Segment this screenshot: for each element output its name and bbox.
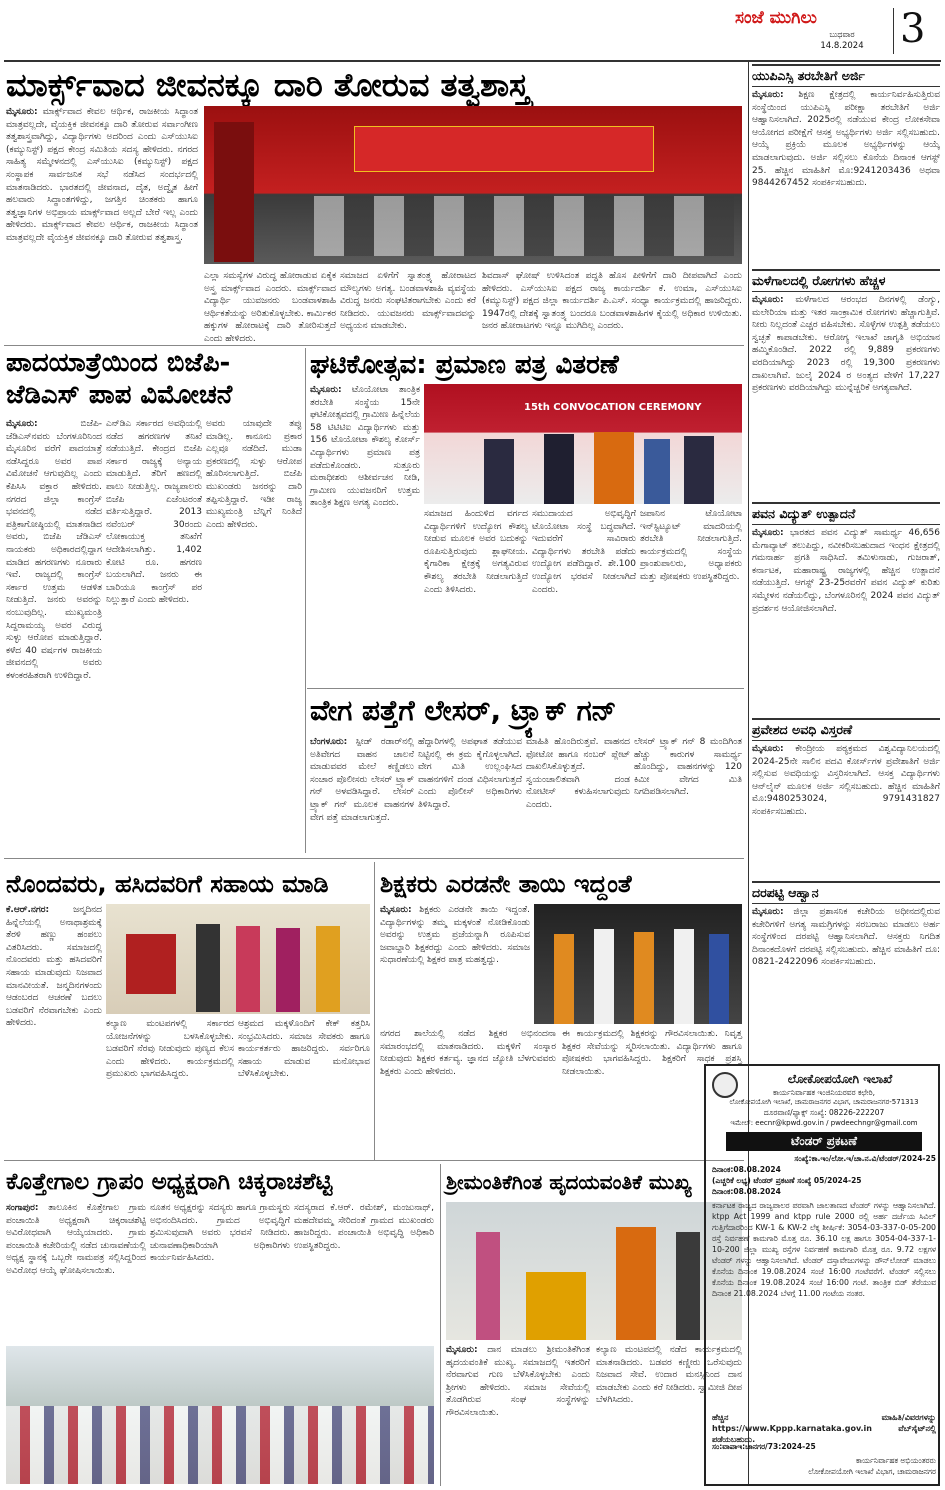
headline-teachers: ಶಿಕ್ಷಕರು ಎರಡನೇ ತಾಯಿ ಇದ್ದಂತೆ [380, 870, 632, 898]
laser-body-1: ಸ್ಪೀಡ್ ರಡಾರ್‌ನಲ್ಲಿ ಅತಿವೇಗದ ವಾಹನ ಚಾಲನೆ ಮಾಡುವವರ ಮೇಲೆ ಕಣ್ಣಿಡಲು ಸಂಚಾರ ಪೊಲೀಸರು ಲೇಸರ್ ಟ್ರ್ಯಾಕ್ ಗನ್ ಅಳವಡಿಸಿದ್ದಾರೆ. ಲೇಸರ್ ಟ್ರ್ಯಾಕ್ ಗನ್ ಮೂಲಕ ವಾಹನಗಳ ವೇಗ ಪತ್ತೆ ಮಾಡಲಾಗುತ್ತದೆ. [310, 737, 414, 823]
srimanthike-col2: ಕಲ್ಯಾಣ ಮಂಟಪದಲ್ಲಿ ನಡೆದ ಕಾರ್ಯಕ್ರಮದಲ್ಲಿ ಮಾತನಾಡಿದರು. ಬಡವರ ಕಣ್ಣೀರು ಒರೆಸುವುದು ನಿಜವಾದ ಸೇವೆ. ಉದಾರ ಮನಸ್ಸಿನಿಂದ ದಾನ ಮಾಡಬೇಕು ಎಂದು ಕರೆ ನೀಡಿದರು. ಸ್ವಾಮೀಜಿ ದೀಪ ಬೆಳಗಿಸಿದರು. [596, 1345, 742, 1406]
laser-dateline: ಬೆಂಗಳೂರು: [310, 737, 348, 747]
tender-phone: ದೂರವಾಣಿ/ಫ್ಯಾಕ್ಸ್ ಸಂಖ್ಯೆ: 08226-222207 [763, 1108, 885, 1117]
convocation-body-1: ಟೊಯೋಟಾ ತಾಂತ್ರಿಕ ತರಬೇತಿ ಸಂಸ್ಥೆಯ 15ನೇ ಘಟಿಕೋತ್ಸವದಲ್ಲಿ ಗ್ರಾಮೀಣ ಹಿನ್ನೆಲೆಯ 58 ಟಿಟಿಟಿಐ ವಿದ್ಯಾರ್ಥಿಗಳು ಮತ್ತು 156 ಟೊಯೋಟಾ ಕೌಶಲ್ಯ ಕೋರ್ಸ್ ವಿದ್ಯಾರ್ಥಿಗಳು ಪ್ರಮಾಣ ಪತ್ರ ಪಡೆದುಕೊಂಡರು. ಸುತ್ತೂರು ಮಠಾಧೀಶರು ಆಶೀರ್ವಚನ ನೀಡಿ, ಗ್ರಾಮೀಣ ಯುವಜನರಿಗೆ ಉತ್ತಮ ತಾಂತ್ರಿಕ ಶಿಕ್ಷಣ ಅಗತ್ಯ ಎಂದರು. [310, 385, 420, 509]
tender-ref2-date: ದಿನಾಂಕ:08.08.2024 [712, 1187, 781, 1196]
tender-ref1-date: ದಿನಾಂಕ:08.08.2024 [712, 1165, 781, 1174]
diseases-body: ಮಳೆಗಾಲದ ಆರಂಭದ ದಿನಗಳಲ್ಲಿ ಡೆಂಗ್ಯು, ಮಲೇರಿಯಾ ಮತ್ತು ಇತರ ಸಾಂಕ್ರಾಮಿಕ ರೋಗಗಳು ಹೆಚ್ಚಾಗುತ್ತಿವೆ. ನೀರು ನಿಲ್ಲದಂತೆ ಎಚ್ಚರ ವಹಿಸಬೇಕು. ಸೊಳ್ಳೆಗಳ ಉತ್ಪತ್ತಿ ತಡೆಯಲು ಸ್ವಚ್ಛತೆ ಕಾಪಾಡಬೇಕು. ಆರೋಗ್ಯ ಇಲಾಖೆ ಜಾಗೃತಿ ಅಭಿಯಾನ ಹಮ್ಮಿಕೊಂಡಿದೆ. 2022 ರಲ್ಲಿ 9,889 ಪ್ರಕರಣಗಳು ವರದಿಯಾಗಿದ್ದು 2023 ರಲ್ಲಿ 19,300 ಪ್ರಕರಣಗಳು ದಾಖಲಾಗಿವೆ. ಜುಲೈ 2024 ರ ಅಂತ್ಯದ ವೇಳೆಗೆ 17,227 ಪ್ರಕರಣಗಳು ವರದಿಯಾಗಿದ್ದು ಮುನ್ನೆಚ್ಚರಿಕೆ ಅಗತ್ಯವಾಗಿದೆ. [752, 295, 940, 394]
headline-padayatre-2: ಜೆಡಿಎಸ್ ಪಾಪ ವಿಮೋಚನೆ [6, 380, 233, 410]
marxism-col3: ಸಮಾಜದ ಏಳಿಗೆಗೆ ಸ್ವಾತಂತ್ರ್ಯ ಹೋರಾಟದ ಮೌಲ್ಯಗಳು ಅಗತ್ಯ. ಬಂಡವಾಳಶಾಹಿ ವ್ಯವಸ್ಥೆಯ ವಿರುದ್ಧ ಜನರು ಸಂಘಟಿತರಾಗಬೇಕು ಎಂದು ಕರೆ ನೀಡಿದರು. ಯುವಜನರು ಮಾರ್ಕ್ಸ್‌ವಾದವನ್ನು ಅಧ್ಯಯನ ಮಾಡಬೇಕು. [340, 271, 476, 332]
teachers-col1 [380, 904, 530, 1024]
masthead-date: 14.8.2024 [820, 41, 864, 51]
convocation-col4: ಜಪಾನಿನ ಟೊಯೋಟಾ ಇನ್‌ಸ್ಟಿಟ್ಯೂಟ್ ಮಾದರಿಯಲ್ಲಿ ತರಬೇತಿ ನೀಡಲಾಗುತ್ತಿದೆ. ಕಾರ್ಯಕ್ರಮದಲ್ಲಿ ಸಂಸ್ಥೆಯ ಪ್ರಾಂಶುಪಾಲರು, ಅಧ್ಯಾಪಕರು ಮತ್ತು ಪೋಷಕರು ಉಪಸ್ಥಿತರಿದ್ದರು. [640, 509, 742, 582]
wind-body: ಭಾರತದ ಪವನ ವಿದ್ಯುತ್ ಸಾಮರ್ಥ್ಯ 46,656 ಮೆಗಾವ್ಯಾಟ್ ತಲುಪಿದ್ದು, ನವೀಕರಿಸಬಹುದಾದ ಇಂಧನ ಕ್ಷೇತ್ರದಲ್ಲಿ ಗಮನಾರ್ಹ ಪ್ರಗತಿ ಸಾಧಿಸಿದೆ. ತಮಿಳುನಾಡು, ಗುಜರಾತ್, ಕರ್ನಾಟಕ, ಮಹಾರಾಷ್ಟ್ರ ರಾಜ್ಯಗಳಲ್ಲಿ ಹೆಚ್ಚಿನ ಉತ್ಪಾದನೆ ನಡೆಯುತ್ತಿದೆ. ಆಗಸ್ಟ್ 23-25ರವರೆಗೆ ಪವನ ವಿದ್ಯುತ್ ಕುರಿತು ಸಮ್ಮೇಳನ ನಡೆಯಲಿದ್ದು, ಬೆಂಗಳೂರಿನಲ್ಲಿ 2024 ಪವನ ವಿದ್ಯುತ್ ಪ್ರದರ್ಶನ ಆಯೋಜಿಸಲಾಗಿದೆ. [752, 528, 940, 614]
convocation-dateline: ಮೈಸೂರು: [310, 385, 342, 395]
darapatti-dateline: ಮೈಸೂರು: [752, 907, 784, 917]
teachers-col2: ನಗರದ ಶಾಲೆಯಲ್ಲಿ ನಡೆದ ಶಿಕ್ಷಕರ ಅಭಿನಂದನಾ ಸಮಾರಂಭದಲ್ಲಿ ಮಾತನಾಡಿದರು. ಮಕ್ಕಳಿಗೆ ಸಂಸ್ಕಾರ ನೀಡುವುದು ಶಿಕ್ಷಕರ ಕರ್ತವ್ಯ. ಜ್ಞಾನದ ಜ್ಯೋತಿ ಬೆಳಗುವವರು ಶಿಕ್ಷಕರು ಎಂದು ಹೇಳಿದರು. [380, 1029, 556, 1077]
masthead-day: ಬುಧವಾರ [829, 30, 855, 39]
tender-signature-1: ಕಾರ್ಯನಿರ್ವಾಹಕ ಅಭಿಯಂತರರು [855, 1456, 936, 1465]
photo-kottegala-group [6, 1346, 434, 1484]
sidebar-darapatti-title: ದರಪಟ್ಟಿ ಆಹ್ವಾನ [752, 881, 940, 904]
teachers-dateline: ಮೈಸೂರು: [380, 905, 412, 915]
tender-department: ಲೋಕೋಪಯೋಗಿ ಇಲಾಖೆ [787, 1072, 893, 1086]
teachers-col3: ಈ ಕಾರ್ಯಕ್ರಮದಲ್ಲಿ ಶಿಕ್ಷಕರನ್ನು ಗೌರವಿಸಲಾಯಿತು. ನಿವೃತ್ತ ಶಿಕ್ಷಕರ ಸೇವೆಯನ್ನು ಸ್ಮರಿಸಲಾಯಿತು. ವಿದ್ಯಾರ್ಥಿಗಳು ಹಾಗೂ ಪೋಷಕರು ಭಾಗವಹಿಸಿದ್ದರು. ಶಿಕ್ಷಕರಿಗೆ ಸಾಧಕ ಪ್ರಶಸ್ತಿ ನೀಡಲಾಯಿತು. [562, 1029, 742, 1077]
masthead [735, 6, 940, 58]
marxism-col1 [6, 106, 198, 341]
admission-dateline: ಮೈಸೂರು: [752, 744, 784, 754]
sidebar-upsc-text [752, 89, 940, 265]
headline-help: ನೊಂದವರು, ಹಸಿದವರಿಗೆ ಸಹಾಯ ಮಾಡಿ [6, 870, 329, 898]
srimanthike-dateline: ಮೈಸೂರು: [446, 1345, 478, 1355]
srimanthike-body-1: ದಾನ ಮಾಡಲು ಶ್ರೀಮಂತಿಕೆಗಿಂತ ಹೃದಯವಂತಿಕೆ ಮುಖ್ಯ. ಸಮಾಜದಲ್ಲಿ ಇತರರಿಗೆ ನೆರವಾಗುವ ಗುಣ ಬೆಳೆಸಿಕೊಳ್ಳಬೇಕು ಎಂದು ಶ್ರೀಗಳು ಹೇಳಿದರು. ಸಮಾಜ ಸೇವೆಯಲ್ಲಿ ತೊಡಗಿರುವ ಸಂಘ ಸಂಸ್ಥೆಗಳನ್ನು ಗೌರವಿಸಲಾಯಿತು. [446, 1345, 590, 1418]
tender-title: ಟೆಂಡರ್ ಪ್ರಕಟಣೆ [726, 1132, 922, 1151]
headline-kottegala: ಕೊತ್ತೇಗಾಲ ಗ್ರಾಪಂ ಅಧ್ಯಕ್ಷರಾಗಿ ಚಿಕ್ಕರಾಚಶೆಟ್ಟಿ [6, 1169, 333, 1195]
sidebar-darapatti-text [752, 906, 940, 1040]
kottegala-body-1: ತಾಲೂಕಿನ ಕೊತ್ತೇಗಾಲ ಗ್ರಾಮ ಪಂಚಾಯಿತಿ ಅಧ್ಯಕ್ಷರಾಗಿ ಚಿಕ್ಕರಾಚಶೆಟ್ಟಿ ಅವಿರೋಧವಾಗಿ ಆಯ್ಕೆಯಾದರು. ಗ್ರಾಮ ಪಂಚಾಯಿತಿ ಕಚೇರಿಯಲ್ಲಿ ನಡೆದ ಚುನಾವಣೆಯಲ್ಲಿ ಅಧ್ಯಕ್ಷ ಸ್ಥಾನಕ್ಕೆ ಒಬ್ಬರೇ ನಾಮಪತ್ರ ಸಲ್ಲಿಸಿದ್ದರಿಂದ ಅವಿರೋಧ ಆಯ್ಕೆ ಘೋಷಿಸಲಾಯಿತು. [6, 1203, 146, 1276]
sidebar-upsc-title: ಯುಪಿಎಸ್ಸಿ ತರಬೇತಿಗೆ ಅರ್ಜಿ [752, 64, 940, 87]
photo-teachers [534, 904, 742, 1024]
marxism-col4: ಶಿವದಾಸ್ ಘೋಷ್ ಉಳಿಸಿದಂತ ಪದ್ಧತಿ ಹೊಸ ಪೀಳಿಗೆಗೆ ದಾರಿ ದೀಪವಾಗಿದೆ ಎಂದು ಹೇಳಿದರು. ಎಸ್‌ಯುಸಿಐ ಪಕ್ಷದ ರಾಜ್ಯ ಕಾರ್ಯದರ್ಶಿ ಕೆ. ಉಮಾ, ಎಸ್‌ಯುಸಿಐ (ಕಮ್ಯುನಿಸ್ಟ್) ಪಕ್ಷದ ಜಿಲ್ಲಾ ಕಾರ್ಯದರ್ಶಿ ಪಿ.ಎಸ್. ಸಂಧ್ಯಾ ಕಾರ್ಯಕ್ರಮದಲ್ಲಿ ಹಾಜರಿದ್ದರು. 1947ರಲ್ಲಿ ದೇಶಕ್ಕೆ ಸ್ವಾತಂತ್ರ್ಯ ಬಂದರೂ ಬಂಡವಾಳಶಾಹಿಗಳ ಕೈಯಲ್ಲಿ ಅಧಿಕಾರ ಉಳಿಯಿತು. ಜನರ ಹೋರಾಟಗಳು ಇನ್ನೂ ಮುಗಿದಿಲ್ಲ ಎಂದರು. [482, 271, 742, 332]
convocation-col3: ಸಮುದಾಯದ ಅಭಿವೃದ್ಧಿಗೆ ಟೊಯೋಟಾ ಸಂಸ್ಥೆ ಬದ್ಧವಾಗಿದೆ. ಇದುವರೆಗೆ ಸಾವಿರಾರು ವಿದ್ಯಾರ್ಥಿಗಳು ತರಬೇತಿ ಪಡೆದು ಉದ್ಯೋಗ ಪಡೆದಿದ್ದಾರೆ. ಶೇ.100 ಉದ್ಯೋಗ ಭರವಸೆ ನೀಡಲಾಗಿದೆ ಎಂದರು. [532, 509, 636, 595]
tender-body: ಕರ್ನಾಟಕ ರಾಜ್ಯದ ರಾಜ್ಯಪಾಲರ ಪರವಾಗಿ ಜಾಲತಾಣದ ಟೆಂಡರ್ ಗಳನ್ನು ಆಹ್ವಾನಿಸಲಾಗಿದೆ. ktpp Act 1999 and ktpp rule 2000 ರಲ್ಲಿ ಅರ್ಹ ದರ್ಜೆಯ ಸಿವಿಲ್ ಗುತ್ತಿಗೆದಾರರಿಂದ KW-1 & KW-2 ಲೆಕ್ಕ ಶೀರ್ಷಿಕೆ: 3054-03-337-0-05-200 ರಸ್ತೆ ನಿರ್ವಹಣೆ ಕಾಮಗಾರಿ ಮೊತ್ತ ರೂ. 36.10 ಲಕ್ಷ ಹಾಗೂ 3054-04-337-1-10-200 ಜಿಲ್ಲಾ ಮುಖ್ಯ ರಸ್ತೆಗಳ ನಿರ್ವಹಣೆ ಕಾಮಗಾರಿ ಮೊತ್ತ ರೂ. 9.72 ಲಕ್ಷಗಳ ಟೆಂಡರ್ ಗಳನ್ನು ಆಹ್ವಾನಿಸಲಾಗಿದೆ. ಟೆಂಡರ್ ದಸ್ತಾವೇಜುಗಳನ್ನು ಡೌನ್‌ಲೋಡ್ ಮಾಡಲು ಕೊನೆಯ ದಿನಾಂಕ 19.08.2024 ಸಂಜೆ 16:00 ಗಂಟೆವರೆಗೆ. ಟೆಂಡರ್ ಸಲ್ಲಿಸಲು ಕೊನೆಯ ದಿನಾಂಕ 19.08.2024 ಸಂಜೆ 16:00 ಗಂಟೆ. ತಾಂತ್ರಿಕ ಬಿಡ್ ತೆರೆಯುವ ದಿನಾಂಕ 21.08.2024 ಬೆಳಗ್ಗೆ 11.00 ಗಂಟೆಯ ನಂತರ. [712, 1201, 936, 1298]
padayatre-dateline: ಮೈಸೂರು: [6, 419, 38, 429]
help-dateline: ಕೆ.ಆರ್.ನಗರ: [6, 905, 50, 915]
laser-col1 [310, 736, 414, 850]
admission-body: ಕೇಂದ್ರೀಯ ಪಠ್ಯಕ್ರಮದ ವಿಶ್ವವಿದ್ಯಾನಿಲಯದಲ್ಲಿ 2024-25ನೇ ಸಾಲಿನ ಪದವಿ ಕೋರ್ಸ್‌ಗಳ ಪ್ರವೇಶಾತಿಗೆ ಅರ್ಜಿ ಸಲ್ಲಿಸುವ ಅವಧಿಯನ್ನು ವಿಸ್ತರಿಸಲಾಗಿದೆ. ಆಸಕ್ತ ವಿದ್ಯಾರ್ಥಿಗಳು ಆನ್‌ಲೈನ್ ಮೂಲಕ ಅರ್ಜಿ ಸಲ್ಲಿಸಬಹುದು. ಹೆಚ್ಚಿನ ಮಾಹಿತಿಗೆ ಮೊ:9480253024, 9791431827 ಸಂಪರ್ಕಿಸಬಹುದು. [752, 744, 940, 817]
padayatre-col3: ಅವರು ಯಾವುದೇ ತಪ್ಪು ಮಾಡಿಲ್ಲ. ಕಾನೂನು ಪ್ರಕಾರ ಎಲ್ಲವೂ ನಡೆದಿದೆ. ಮುಡಾ ಪ್ರಕರಣದಲ್ಲಿ ಸುಳ್ಳು ಆರೋಪ ಹೊರಿಸಲಾಗುತ್ತಿದೆ. ಬಿಜೆಪಿ ಮುಖಂಡರು ಜನರನ್ನು ದಾರಿ ತಪ್ಪಿಸುತ್ತಿದ್ದಾರೆ. ಇಡೀ ರಾಜ್ಯ ಮುಖ್ಯಮಂತ್ರಿ ಬೆನ್ನಿಗೆ ನಿಂತಿದೆ ಎಂದು ಹೇಳಿದರು. [206, 419, 302, 530]
kottegala-col3: ಸದಸ್ಯರಾದ ಕೆ.ಆರ್. ರಮೇಶ್, ಮಂಜುನಾಥ್, ಮಹದೇವಮ್ಮ ಸೇರಿದಂತೆ ಗ್ರಾಮದ ಮುಖಂಡರು ಹಾಜರಿದ್ದರು. ಪಂಚಾಯಿತಿ ಅಭಿವೃದ್ಧಿ ಅಧಿಕಾರಿ ಉಪಸ್ಥಿತರಿದ್ದರು. [294, 1203, 434, 1251]
headline-padayatre-1: ಪಾದಯಾತ್ರೆಯಿಂದ ಬಿಜೆಪಿ- [6, 348, 231, 378]
photo-help-ashram [106, 904, 370, 1014]
padayatre-col1 [6, 418, 102, 850]
photo-convocation [424, 384, 742, 504]
photo-srimanthike [446, 1202, 742, 1340]
masthead-brand [735, 8, 895, 30]
convocation-col2: ಸಮಾಜದ ಹಿಂದುಳಿದ ವರ್ಗದ ವಿದ್ಯಾರ್ಥಿಗಳಿಗೆ ಉದ್ಯೋಗ ಕೌಶಲ್ಯ ನೀಡುವ ಮೂಲಕ ಅವರ ಬದುಕನ್ನು ರೂಪಿಸುತ್ತಿರುವುದು ಶ್ಲಾಘನೀಯ. ಕೈಗಾರಿಕಾ ಕ್ಷೇತ್ರಕ್ಕೆ ಅಗತ್ಯವಿರುವ ಕೌಶಲ್ಯ ತರಬೇತಿ ನೀಡಲಾಗುತ್ತಿದೆ ಎಂದು ತಿಳಿಸಿದರು. [424, 509, 528, 595]
sidebar-wind-text [752, 527, 940, 737]
kottegala-col1 [6, 1202, 146, 1342]
wind-dateline: ಮೈಸೂರು: [752, 528, 784, 538]
teachers-body-1: ಶಿಕ್ಷಕರು ಎರಡನೇ ತಾಯಿ ಇದ್ದಂತೆ. ವಿದ್ಯಾರ್ಥಿಗಳನ್ನು ತಮ್ಮ ಮಕ್ಕಳಂತೆ ನೋಡಿಕೊಂಡು ಅವರನ್ನು ಉತ್ತಮ ಪ್ರಜೆಯನ್ನಾಗಿ ರೂಪಿಸುವ ಜವಾಬ್ದಾರಿ ಶಿಕ್ಷಕರದ್ದು ಎಂದು ಹೇಳಿದರು. ಸಮಾಜ ಸುಧಾರಣೆಯಲ್ಲಿ ಶಿಕ್ಷಕರ ಪಾತ್ರ ಮಹತ್ವದ್ದು. [380, 905, 530, 966]
page-number: 3 [900, 6, 926, 52]
convocation-banner-text: 15th CONVOCATION CEREMONY [524, 402, 702, 413]
diseases-dateline: ಮೈಸೂರು: [752, 295, 784, 305]
tender-ref2: (ಎಚ್ಚರಿಕೆ ಲಭ್ಯ) ಟೆಂಡರ್ ಪ್ರಕಟಣೆ ಸಂಖ್ಯೆ 05/2024-25 [712, 1176, 862, 1185]
headline-srimanthike: ಶ್ರೀಮಂತಿಕೆಗಿಂತ ಹೃದಯವಂತಿಕೆ ಮುಖ್ಯ [446, 1170, 692, 1194]
help-col1 [6, 904, 102, 1156]
marxism-col2: ಎಲ್ಲಾ ಸಮಸ್ಯೆಗಳ ವಿರುದ್ಧ ಹೋರಾಡುವ ಏಕೈಕ ಅಸ್ತ್ರ ಮಾರ್ಕ್ಸ್‌ವಾದ ಎಂದರು. ಮಾರ್ಕ್ಸ್‌ವಾದ ವಿದ್ಯಾರ್ಥಿ ಯುವಜನರು ಬಂಡವಾಳಶಾಹಿ ಆರ್ಥಿಕತೆಯನ್ನು ಅರಿತುಕೊಳ್ಳಬೇಕು. ಕಾರ್ಮಿಕರ ಹಕ್ಕುಗಳ ಹೋರಾಟಕ್ಕೆ ದಾರಿ ತೋರಿಸುತ್ತದೆ ಎಂದು ಹೇಳಿದರು. [204, 271, 336, 344]
headline-laser-gun: ವೇಗ ಪತ್ತೆಗೆ ಲೇಸರ್, ಟ್ರ್ಯಾಕ್ ಗನ್ [310, 694, 617, 727]
tender-office-2: ಲೋಕೋಪಯೋಗಿ ಇಲಾಖೆ, ಚಾಮರಾಜನಗರ ವಿಭಾಗ, ಚಾಮರಾಜನಗರ-571313 [729, 1098, 919, 1106]
tender-signature-2: ಲೋಕೋಪಯೋಗಿ ಇಲಾಖೆ ವಿಭಾಗ, ಚಾಮರಾಜನಗರ [808, 1467, 936, 1476]
sidebar-diseases-title: ಮಳೆಗಾಲದಲ್ಲಿ ರೋಗಗಳು ಹೆಚ್ಚಳ [752, 269, 940, 292]
kottegala-col2: ನೂತನ ಅಧ್ಯಕ್ಷರನ್ನು ಸದಸ್ಯರು ಹಾಗೂ ಗ್ರಾಮಸ್ಥರು ಅಭಿನಂದಿಸಿದರು. ಗ್ರಾಮದ ಅಭಿವೃದ್ಧಿಗೆ ಶ್ರಮಿಸುವುದಾಗಿ ಅವರು ಭರವಸೆ ನೀಡಿದರು. ಚುನಾವಣಾಧಿಕಾರಿಯಾಗಿ ಅಧಿಕಾರಿಗಳು ಕಾರ್ಯನಿರ್ವಹಿಸಿದರು. [150, 1203, 290, 1264]
sidebar-wind-title: ಪವನ ವಿದ್ಯುತ್ ಉತ್ಪಾದನೆ [752, 502, 940, 525]
marxism-body-1: ಮಾರ್ಕ್ಸ್‌ವಾದ ಕೇವಲ ಆರ್ಥಿಕ, ರಾಜಕೀಯ ಸಿದ್ಧಾಂತ ಮಾತ್ರವಲ್ಲದೇ, ವೈಯಕ್ತಿಕ ಜೀವನಕ್ಕೂ ದಾರಿ ತೋರುವ ಸರ್ವಾಂಗೀಣ ತತ್ವಶಾಸ್ತ್ರವಾಗಿದ್ದು, ವಿದ್ಯಾರ್ಥಿಗಳು ಅದರಿಂದ ಎಂದು ಎಸ್‌ಯುಸಿಐ (ಕಮ್ಯುನಿಸ್ಟ್) ಪಕ್ಷದ ಕೇಂದ್ರ ಸಮಿತಿಯ ಸದಸ್ಯ ಹೇಳಿದರು. ನಗರದ ಸಾಹಿತ್ಯ ಸಮ್ಮೇಳನದಲ್ಲಿ ಎಸ್‌ಯುಸಿಐ (ಕಮ್ಯುನಿಸ್ಟ್) ಪಕ್ಷದ ಸಂಸ್ಥಾಪಕ ಸಾರ್ವಜನಿಕ ಸಭೆ ನಡೆಸಿದ ಸಂದರ್ಭದಲ್ಲಿ ಮಾತನಾಡಿದರು. ಭಾರತದಲ್ಲಿ ಜೀವನಾದ, ದೈತ, ಅದ್ವೈತ ಹೀಗೆ ಹಲವಾರು ಸಿದ್ಧಾಂತಗಳಿದ್ದು, ಜಗತ್ತಿನ ಚಿಂತಕರು ಹಾಗೂ ತತ್ವಜ್ಞಾನಿಗಳ ಅಭಿಪ್ರಾಯ ಮಾರ್ಕ್ಸ್‌ವಾದ ಅಲ್ಲದೆ ಬೇರೆ ಇಲ್ಲ ಎಂದು ಹೇಳಿದರು. ಮಾರ್ಕ್ಸ್‌ವಾದ ಕೇವಲ ಆರ್ಥಿಕ, ರಾಜಕೀಯ ಸಿದ್ಧಾಂತ ಮಾತ್ರವಲ್ಲದೇ ವೈಯಕ್ತಿಕ ಜೀವನಕ್ಕೂ ದಾರಿ ತೋರುವ ತತ್ವಶಾಸ್ತ್ರ. [6, 107, 198, 243]
sidebar-admission-text [752, 743, 940, 877]
tender-website: ಹೆಚ್ಚಿನ ಮಾಹಿತಿ/ವಿವರಗಳನ್ನು https://www.Kppp.karnataka.gov.in ವೆಬ್‌ಸೈಟ್‌ನಲ್ಲಿ ಪಡೆಯಬಹುದು. [712, 1413, 936, 1444]
tender-email: ಇಮೇಲ್: eecnr@kpwd.gov.in / pwdeechngr@gmail.com [730, 1119, 918, 1127]
tender-footer-ref: ಸಂ:ವಾಪಾಇ:ಚಾನಗರ/73:2024-25 [712, 1442, 816, 1451]
upsc-body: ಶಿಕ್ಷಣ ಕ್ಷೇತ್ರದಲ್ಲಿ ಕಾರ್ಯನಿರ್ವಹಿಸುತ್ತಿರುವ ಸಂಸ್ಥೆಯಿಂದ ಯುಪಿಎಸ್ಸಿ ಪರೀಕ್ಷಾ ತರಬೇತಿಗೆ ಅರ್ಜಿ ಆಹ್ವಾನಿಸಲಾಗಿದೆ. 2025ರಲ್ಲಿ ನಡೆಯುವ ಕೇಂದ್ರ ಲೋಕಸೇವಾ ಆಯೋಗದ ಪರೀಕ್ಷೆಗೆ ಆಸಕ್ತ ಅಭ್ಯರ್ಥಿಗಳು ಅರ್ಜಿ ಸಲ್ಲಿಸಬಹುದು. ಆಯ್ಕೆ ಪ್ರಕ್ರಿಯೆ ಮೂಲಕ ಅಭ್ಯರ್ಥಿಗಳನ್ನು ಆಯ್ಕೆ ಮಾಡಲಾಗುವುದು. ಅರ್ಜಿ ಸಲ್ಲಿಸಲು ಕೊನೆಯ ದಿನಾಂಕ ಆಗಸ್ಟ್ 25. ಹೆಚ್ಚಿನ ಮಾಹಿತಿಗೆ ಮೊ:9241203436 ಅಥವಾ 9844267452 ಸಂಪರ್ಕಿಸಬಹುದು. [752, 90, 940, 189]
sidebar-lower [752, 718, 940, 1058]
padayatre-col2: ಎನ್‌ಡಿಎ ಸರ್ಕಾರದ ಅವಧಿಯಲ್ಲಿ ನಡೆದ ಹಗರಣಗಳ ತನಿಖೆ ನಡೆಯುತ್ತಿದೆ. ಕೇಂದ್ರದ ಬಿಜೆಪಿ ಸರ್ಕಾರ ರಾಜ್ಯಕ್ಕೆ ಅನ್ಯಾಯ ಮಾಡುತ್ತಿದೆ. ತೆರಿಗೆ ಹಣದಲ್ಲಿ ಪಾಲು ನೀಡುತ್ತಿಲ್ಲ. ರಾಜ್ಯಪಾಲರು ಬಿಜೆಪಿ ಏಜೆಂಟರಂತೆ ವರ್ತಿಸುತ್ತಿದ್ದಾರೆ. 2013 ನವೆಂಬರ್ 30ರಂದು ಲೋಕಾಯುಕ್ತ ತನಿಖೆಗೆ ಆದೇಶಿಸಲಾಗಿತ್ತು. 1,402 ಕೋಟಿ ರೂ. ಹಗರಣ ಬಯಲಾಗಿದೆ. ಜನರು ಈ ಬಾರಿಯೂ ಕಾಂಗ್ರೆಸ್ ಪರ ನಿಲ್ಲುತ್ತಾರೆ ಎಂದು ಹೇಳಿದರು. [106, 419, 202, 606]
srimanthike-col1 [446, 1344, 590, 1484]
kottegala-dateline: ಸಂಗಾಪುರ: [6, 1203, 39, 1213]
help-col2: ಕಲ್ಯಾಣ ಮಂಟಪಗಳಲ್ಲಿ ಸರ್ಕಾರದ ಯೋಜನೆಗಳನ್ನು ಬಳಸಿಕೊಳ್ಳಬೇಕು. ಬಡವರಿಗೆ ನೆರವು ನೀಡುವುದು ಪುಣ್ಯದ ಕೆಲಸ ಎಂದು ಹೇಳಿದರು. ಕಾರ್ಯಕ್ರಮದಲ್ಲಿ ಪ್ರಮುಖರು ಭಾಗವಹಿಸಿದ್ದರು. [106, 1019, 234, 1080]
sidebar [752, 64, 940, 704]
upsc-dateline: ಮೈಸೂರು: [752, 90, 784, 100]
headline-convocation: ಘಟಿಕೋತ್ಸವ: ಪ್ರಮಾಣ ಪತ್ರ ವಿತರಣೆ [310, 350, 619, 380]
headline-marxism: ಮಾರ್ಕ್ಸ್‌ವಾದ ಜೀವನಕ್ಕೂ ದಾರಿ ತೋರುವ ತತ್ವಶಾಸ್ತ್ರ [6, 66, 530, 104]
padayatre-body-1: ಬಿಜೆಪಿ-ಜೆಡಿಎಸ್‌ನವರು ಬೆಂಗಳೂರಿನಿಂದ ಮೈಸೂರಿನ ವರೆಗೆ ಪಾದಯಾತ್ರೆ ನಡೆಸಿದ್ದರೂ ಅವರ ಪಾಪ ವಿಮೋಚನೆ ಆಗುವುದಿಲ್ಲ ಎಂದು ಕೆಪಿಸಿಸಿ ವಕ್ತಾರ ಹೇಳಿದರು. ನಗರದ ಜಿಲ್ಲಾ ಕಾಂಗ್ರೆಸ್ ಭವನದಲ್ಲಿ ನಡೆದ ಪತ್ರಿಕಾಗೋಷ್ಠಿಯಲ್ಲಿ ಮಾತನಾಡಿದ ಅವರು, ಬಿಜೆಪಿ ಜೆಡಿಎಸ್ ನಾಯಕರು ಅಧಿಕಾರದಲ್ಲಿದ್ದಾಗ ಮಾಡಿದ ಹಗರಣಗಳು ನೂರಾರು ಇವೆ. ರಾಜ್ಯದಲ್ಲಿ ಕಾಂಗ್ರೆಸ್ ಸರ್ಕಾರ ಉತ್ತಮ ಆಡಳಿತ ನೀಡುತ್ತಿದೆ. ಜನರು ಅವರನ್ನು ನಂಬುವುದಿಲ್ಲ. ಮುಖ್ಯಮಂತ್ರಿ ಸಿದ್ದರಾಮಯ್ಯ ಅವರ ವಿರುದ್ಧ ಸುಳ್ಳು ಆರೋಪ ಮಾಡುತ್ತಿದ್ದಾರೆ. ಕಳೆದ 40 ವರ್ಷಗಳ ರಾಜಕೀಯ ಜೀವನದಲ್ಲಿ ಅವರು ಕಳಂಕರಹಿತರಾಗಿ ಉಳಿದಿದ್ದಾರೆ. [6, 419, 102, 681]
convocation-col1 [310, 384, 420, 684]
tender-office-1: ಕಾರ್ಯನಿರ್ವಾಹಕ ಇಂಜಿನಿಯರವರ ಕಛೇರಿ, [772, 1088, 876, 1097]
darapatti-body: ಜಿಲ್ಲಾ ಪ್ರಶಾಸನಿಕ ಕಚೇರಿಯ ಅಧೀನದಲ್ಲಿರುವ ಕಚೇರಿಗಳಿಗೆ ಅಗತ್ಯ ಸಾಮಗ್ರಿಗಳನ್ನು ಸರಬರಾಜು ಮಾಡಲು ಅರ್ಹ ಸಂಸ್ಥೆಗಳಿಂದ ದರಪಟ್ಟಿ ಆಹ್ವಾನಿಸಲಾಗಿದೆ. ಆಸಕ್ತರು ನಿಗದಿತ ದಿನಾಂಕದೊಳಗೆ ದರಪಟ್ಟಿ ಸಲ್ಲಿಸಬಹುದು. ಹೆಚ್ಚಿನ ಮಾಹಿತಿಗೆ ದೂ: 0821-2422096 ಸಂಪರ್ಕಿಸಬಹುದು. [752, 907, 940, 968]
laser-col4: ಲೇಸರ್ ಟ್ರ್ಯಾಕ್ ಗನ್ 8 ಮಂದಿಗಿಂತ ಹೆಚ್ಚು ಕಾರುಗಳ ಸಾಮರ್ಥ್ಯ ಹೊಂದಿದ್ದು, ವಾಹನಗಳನ್ನು 120 ಕಿಮೀ ವೇಗದ ಮಿತಿ ನಿಗದಿಪಡಿಸಲಾಗಿದೆ. [634, 737, 742, 798]
marxism-dateline: ಮೈಸೂರು: [6, 107, 38, 117]
tender-ref1: ಸಂಖ್ಯೆ:ಕಾ.ಇಂ/ಲೋ.ಇ/ಚಾ.ನ.ವಿ/ಟೆಂಡರ್/2024-25 [794, 1154, 936, 1163]
sidebar-admission-title: ಪ್ರವೇಶದ ಅವಧಿ ವಿಸ್ತರಣೆ [752, 718, 940, 741]
photo-marxism-meeting [204, 106, 742, 264]
sidebar-diseases-text [752, 294, 940, 498]
help-body-1: ಜನ್ಮದಿನದ ಹಿನ್ನೆಲೆಯಲ್ಲಿ ಅನಾಥಾಶ್ರಮಕ್ಕೆ ತೆರಳಿ ಹಣ್ಣು ಹಂಪಲು ವಿತರಿಸಿದರು. ಸಮಾಜದಲ್ಲಿ ನೊಂದವರು ಮತ್ತು ಹಸಿದವರಿಗೆ ಸಹಾಯ ಮಾಡುವುದು ನಿಜವಾದ ಮಾನವೀಯತೆ. ಜನ್ಮದಿನಗಳಂದು ಆಡಂಬರದ ಆಚರಣೆ ಬದಲು ಬಡವರಿಗೆ ನೆರವಾಗಬೇಕು ಎಂದು ಹೇಳಿದರು. [6, 905, 102, 1029]
brand-text: ಸಂಜೆ ಮುಗಿಲು [735, 8, 817, 28]
laser-col3: ಮಾಹಿತಿ ಹೊಂದಿರುತ್ತವೆ. ವಾಹನದ ಫೋಟೋ ಹಾಗೂ ನಂಬರ್ ಪ್ಲೇಟ್ ದಾಖಲಿಸಿಕೊಳ್ಳುತ್ತದೆ. ಸ್ವಯಂಚಾಲಿತವಾಗಿ ದಂಡ ನೋಟೀಸ್ ಕಳುಹಿಸಲಾಗುವುದು ಎಂದರು. [526, 737, 630, 810]
help-col3: ಆಶ್ರಮದ ಮಕ್ಕಳೊಂದಿಗೆ ಕೇಕ್ ಕತ್ತರಿಸಿ ಸಂಭ್ರಮಿಸಿದರು. ಸಮಾಜ ಸೇವಕರು ಹಾಗೂ ಕಾರ್ಯಕರ್ತರು ಹಾಜರಿದ್ದರು. ಸರ್ವರಿಗೂ ಸಹಾಯ ಮಾಡುವ ಮನೋಭಾವ ಬೆಳೆಸಿಕೊಳ್ಳಬೇಕು. [238, 1019, 370, 1080]
laser-col2: ಹೆದ್ದಾರಿಗಳಲ್ಲಿ ಅಪಘಾತ ತಡೆಯುವ ನಿಟ್ಟಿನಲ್ಲಿ ಈ ಕ್ರಮ ಕೈಗೊಳ್ಳಲಾಗಿದೆ. ವೇಗ ಮಿತಿ ಉಲ್ಲಂಘಿಸಿದ ವಾಹನಗಳಿಗೆ ದಂಡ ವಿಧಿಸಲಾಗುತ್ತದೆ ಎಂದು ಪೊಲೀಸ್ ಅಧಿಕಾರಿಗಳು ತಿಳಿಸಿದ್ದಾರೆ. [418, 737, 522, 810]
tender-notice [704, 1064, 940, 1486]
